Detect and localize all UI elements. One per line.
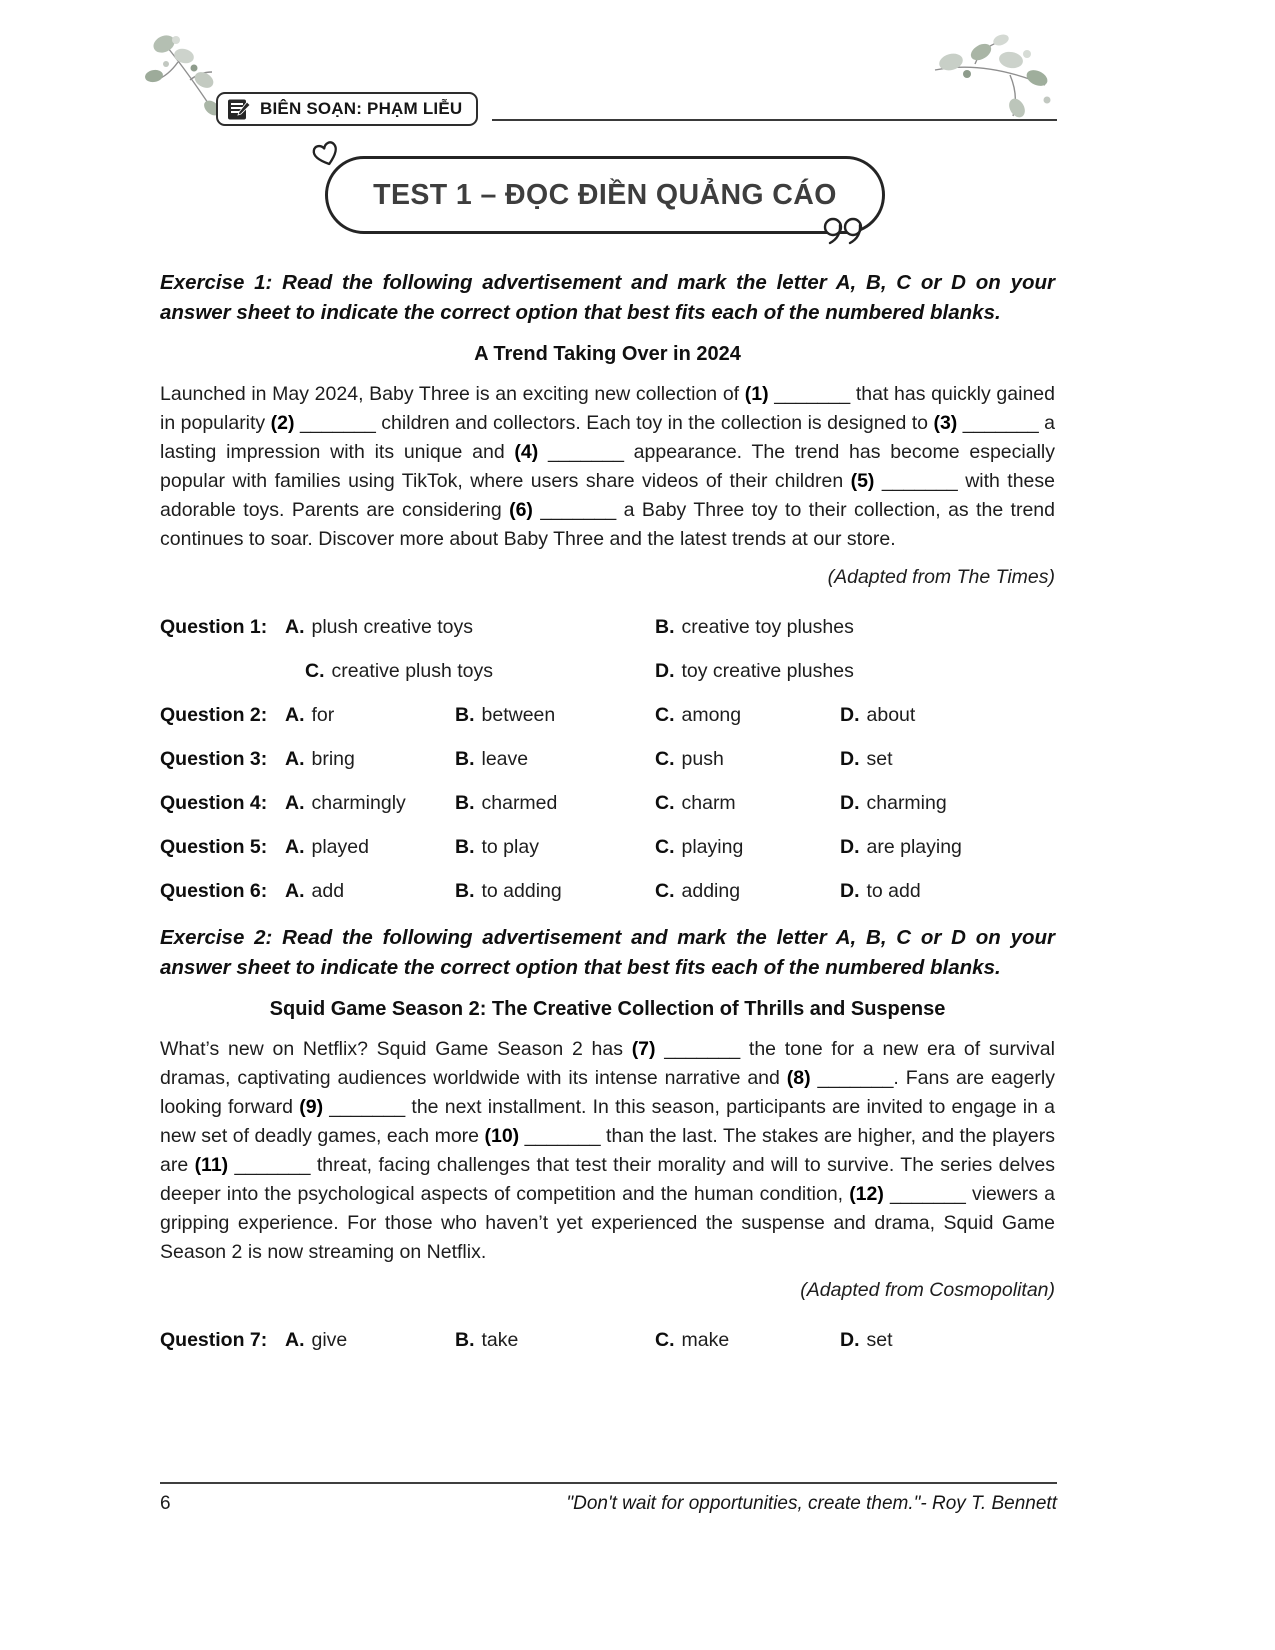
option-b	[455, 833, 655, 861]
question-5-row	[160, 833, 1055, 861]
option-text: toy creative plushes	[681, 660, 854, 682]
option-text: to play	[481, 836, 539, 858]
option-text: playing	[681, 836, 744, 858]
option-text: set	[866, 1329, 893, 1351]
option-d	[840, 789, 1055, 817]
option-c	[655, 745, 840, 773]
option-a	[285, 1326, 455, 1354]
option-text: charming	[866, 792, 947, 814]
option-text: give	[311, 1329, 348, 1351]
footer-quote: "Don't wait for opportunities, create them."- Roy T. Bennett	[566, 1493, 1057, 1514]
exercise2-source: (Adapted from Cosmopolitan)	[800, 1279, 1055, 1301]
page-content	[160, 0, 1055, 1354]
test-title: TEST 1 – ĐỌC ĐIỀN QUẢNG CÁO	[373, 178, 837, 211]
question-7-row	[160, 1326, 1055, 1354]
option-c	[655, 1326, 840, 1354]
page-footer	[160, 1482, 1057, 1515]
option-letter: B.	[455, 748, 475, 770]
option-letter: B.	[455, 880, 475, 902]
option-b	[455, 1326, 655, 1354]
option-letter: C.	[655, 792, 675, 814]
option-a	[285, 877, 455, 905]
option-a	[285, 833, 455, 861]
option-letter: A.	[285, 748, 305, 770]
question-label: Question 2:	[160, 704, 268, 726]
option-letter: B.	[455, 792, 475, 814]
option-letter: C.	[655, 880, 675, 902]
option-letter: B.	[655, 616, 675, 638]
exercise2-passage: What’s new on Netflix? Squid Game Season 2 has (7) _______ the tone for a new era of survival dramas, captivating audiences worldwide with its intense narrative and (8) _______. Fans are eagerly looking forward (9) _______ the next installment. In this season, participants are invited to engage in a new set of deadly games, each more (10) _______ than the last. The stakes are higher, and the players are (11) _______ threat, facing challenges that test their morality and will to survive. The series delves deeper into the psychological aspects of competition and the human condition, (12) _______ viewers a gripping experience. For those who haven’t yet experienced the suspense and drama, Squid Game Season 2 is now streaming on Netflix.	[160, 1038, 1055, 1263]
footer-row	[160, 1493, 1057, 1515]
option-d	[655, 657, 1055, 685]
option-a	[285, 745, 455, 773]
exercise1-passage: Launched in May 2024, Baby Three is an exciting new collection of (1) _______ that has quickly gained in popularity (2) _______ children and collectors. Each toy in the collection is designed to (3) _______ a lasting impression with its unique and (4) _______ appearance. The trend has become especially popular with families using TikTok, where users share videos of their children (5) _______ with these adorable toys. Parents are considering (6) _______ a Baby Three toy to their collection, as the trend continues to soar. Discover more about Baby Three and the latest trends at our store.	[160, 383, 1055, 550]
option-c	[655, 877, 840, 905]
option-a	[285, 789, 455, 817]
option-letter: C.	[655, 1329, 675, 1351]
option-letter: B.	[455, 836, 475, 858]
option-letter: B.	[455, 704, 475, 726]
option-letter: A.	[285, 616, 305, 638]
option-text: to adding	[481, 880, 562, 902]
option-text: about	[866, 704, 916, 726]
option-d	[840, 877, 1055, 905]
option-c	[655, 789, 840, 817]
footer-rule	[160, 1482, 1057, 1484]
option-c	[285, 657, 655, 685]
option-text: between	[481, 704, 556, 726]
option-letter: D.	[655, 660, 675, 682]
option-text: charmingly	[311, 792, 406, 814]
option-b	[455, 877, 655, 905]
page-number: 6	[160, 1493, 171, 1514]
option-text: creative plush toys	[331, 660, 493, 682]
option-letter: C.	[655, 748, 675, 770]
option-b	[455, 745, 655, 773]
option-letter: A.	[285, 704, 305, 726]
option-text: adding	[681, 880, 741, 902]
option-text: push	[681, 748, 724, 770]
question-label: Question 3:	[160, 748, 268, 770]
option-text: played	[311, 836, 369, 858]
option-a	[285, 701, 455, 729]
option-text: are playing	[866, 836, 962, 858]
author-badge-label: BIÊN SOẠN: PHẠM LIỄU	[260, 99, 463, 118]
exercise2-heading: Exercise 2: Read the following advertisement and mark the letter A, B, C or D on your answer sheet to indicate the correct option that best fits each of the numbered blanks.	[160, 926, 1055, 979]
option-text: charmed	[481, 792, 558, 814]
question-label: Question 5:	[160, 836, 268, 858]
exercise1-source: (Adapted from The Times)	[827, 566, 1055, 588]
option-letter: C.	[655, 704, 675, 726]
exercise1-passage-title: A Trend Taking Over in 2024	[474, 343, 741, 365]
option-d	[840, 1326, 1055, 1354]
option-d	[840, 745, 1055, 773]
option-text: make	[681, 1329, 730, 1351]
question-4-row	[160, 789, 1055, 817]
option-letter: B.	[455, 1329, 475, 1351]
option-letter: D.	[840, 748, 860, 770]
option-letter: A.	[285, 1329, 305, 1351]
option-letter: D.	[840, 704, 860, 726]
option-d	[840, 833, 1055, 861]
option-text: take	[481, 1329, 519, 1351]
option-b	[655, 613, 1055, 641]
option-letter: D.	[840, 836, 860, 858]
question-6-row	[160, 877, 1055, 905]
option-letter: A.	[285, 880, 305, 902]
question-label: Question 1:	[160, 616, 268, 638]
question-label: Question 4:	[160, 792, 268, 814]
option-b	[455, 789, 655, 817]
question-1-row-cd	[160, 657, 1055, 685]
option-b	[455, 701, 655, 729]
option-text: for	[311, 704, 335, 726]
question-3-row	[160, 745, 1055, 773]
question-label: Question 7:	[160, 1329, 268, 1351]
option-text: bring	[311, 748, 355, 770]
option-letter: C.	[305, 660, 325, 682]
option-text: plush creative toys	[311, 616, 473, 638]
option-text: among	[681, 704, 742, 726]
exercise2-passage-title: Squid Game Season 2: The Creative Collection of Thrills and Suspense	[269, 998, 946, 1020]
exercise1-heading: Exercise 1: Read the following advertisement and mark the letter A, B, C or D on your answer sheet to indicate the correct option that best fits each of the numbered blanks.	[160, 271, 1055, 324]
option-text: add	[311, 880, 345, 902]
question-label: Question 6:	[160, 880, 268, 902]
option-a	[285, 613, 655, 641]
option-letter: D.	[840, 1329, 860, 1351]
option-letter: A.	[285, 836, 305, 858]
option-text: to add	[866, 880, 921, 902]
option-letter: D.	[840, 880, 860, 902]
option-letter: A.	[285, 792, 305, 814]
option-text: set	[866, 748, 893, 770]
option-c	[655, 701, 840, 729]
option-letter: D.	[840, 792, 860, 814]
option-text: charm	[681, 792, 736, 814]
question-1-row-ab	[160, 613, 1055, 641]
option-d	[840, 701, 1055, 729]
question-2-row	[160, 701, 1055, 729]
option-text: leave	[481, 748, 529, 770]
question-label-spacer	[160, 657, 285, 685]
option-c	[655, 833, 840, 861]
option-text: creative toy plushes	[681, 616, 854, 638]
option-letter: C.	[655, 836, 675, 858]
